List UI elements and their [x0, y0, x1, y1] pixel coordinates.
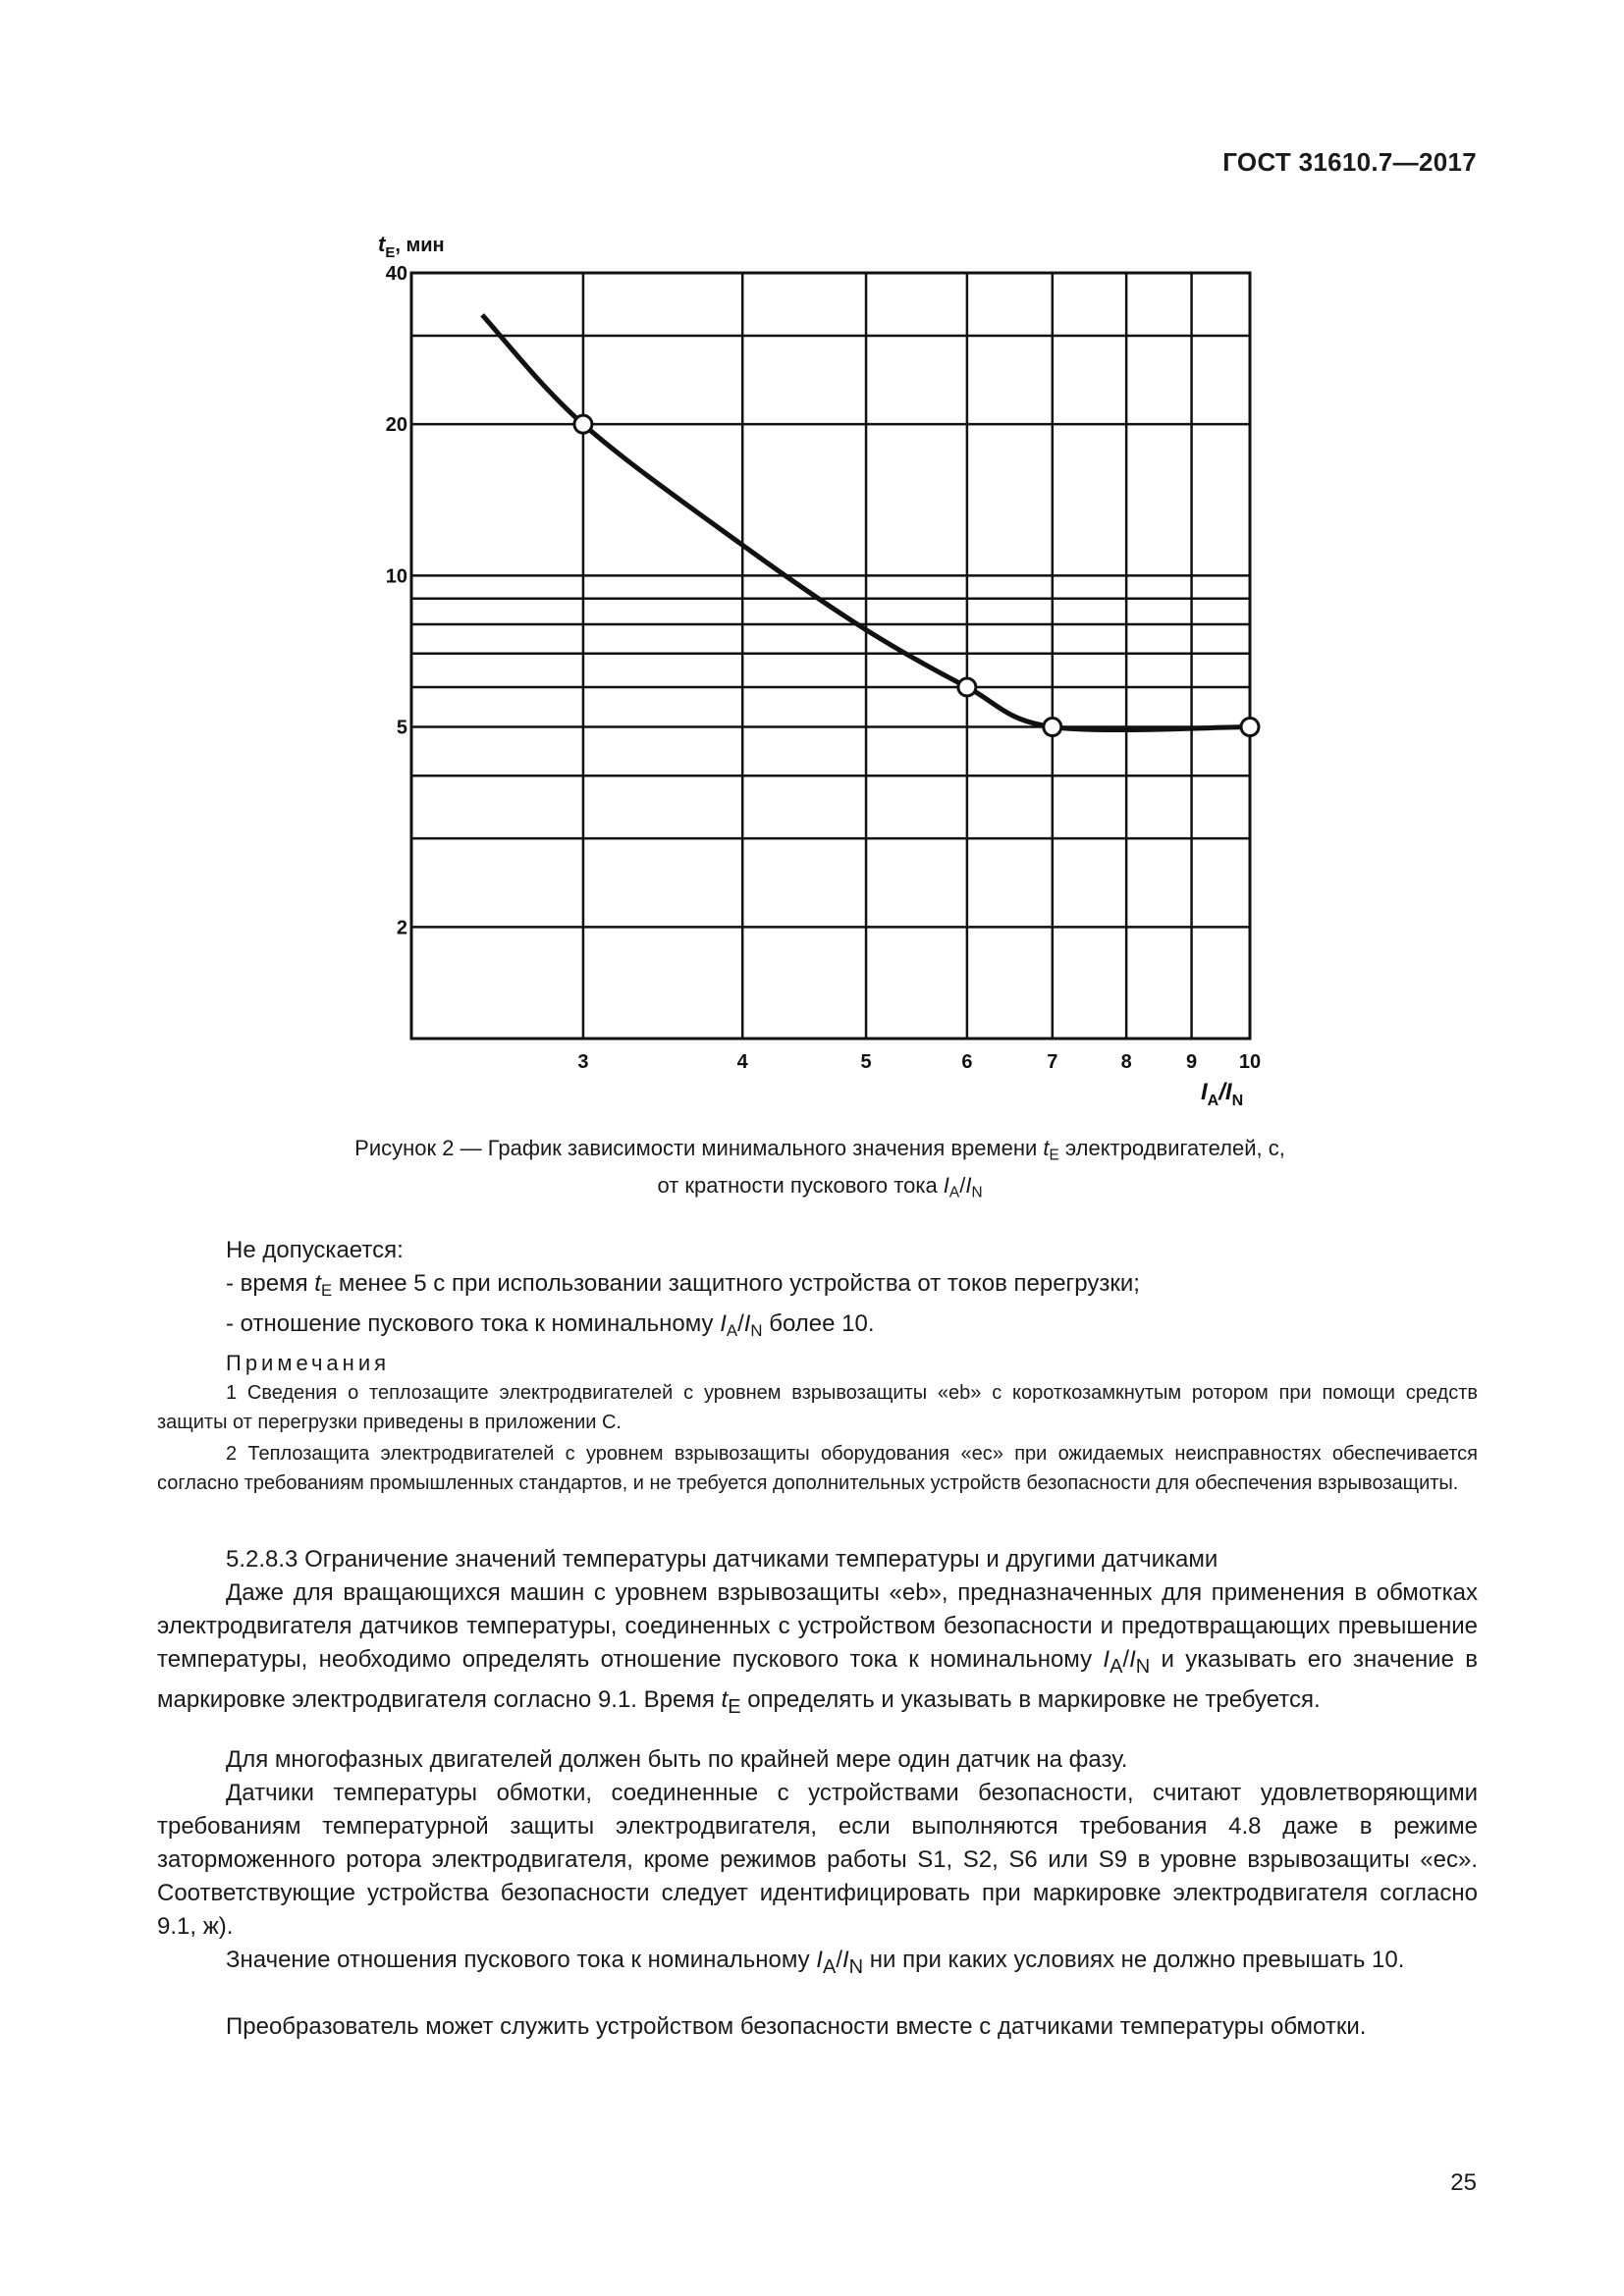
- data-point-marker: [958, 678, 976, 696]
- restrictions-title: Не допускается:: [226, 1237, 404, 1263]
- x-tick-label-4: 4: [736, 1051, 748, 1073]
- y-tick-label-40: 40: [385, 263, 407, 285]
- x-tick-label-3: 3: [577, 1051, 589, 1073]
- section-paragraph-5: Преобразователь может служить устройством безопасности вместе с датчиками температуры обмотки.: [226, 2013, 1367, 2040]
- section-paragraph-1: Даже для вращающихся машин с уровнем взрывозащиты «eb», предназначенных для применения в обмотках электродвигателя датчиков температуры, соединенных с устройством безопасности и предотвращающих превышение температуры, необходимо определять отношение пускового тока к номинальному $I_A/I_N$ и указывать его значение в маркировке электродвигателя согласно 9.1. Время $t_E$ определять и указывать в маркировке не требуется.: [157, 1579, 1479, 1718]
- y-axis-label: $t_E$, мин: [378, 232, 445, 261]
- restrictions-block: [226, 1234, 1478, 1348]
- page-number: 25: [1450, 2169, 1477, 2196]
- data-point-marker: [1241, 719, 1259, 736]
- figure-caption-line-1: Рисунок 2 — График зависимости минимального значения времени $t_E$ электродвигателей, с,: [354, 1136, 1285, 1164]
- chart-axis-labels: [378, 232, 1261, 1109]
- x-axis-label: $I_A/I_N$: [1201, 1079, 1244, 1109]
- data-point-marker: [1044, 719, 1061, 736]
- x-tick-label-7: 7: [1047, 1051, 1058, 1073]
- note-2: 2 Теплозащита электродвигателей с уровнем взрывозащиты оборудования «ес» при ожидаемых неисправностях обеспечивается согласно требованиям промышленных стандартов, и не требуется дополнительных устройств безопасности для обеспечения взрывозащиты.: [157, 1443, 1478, 1494]
- x-tick-label-5: 5: [860, 1051, 872, 1073]
- plot-frame: [411, 273, 1250, 1039]
- restriction-item-2: - отношение пускового тока к номинальному $I_A/I_N$ более 10.: [226, 1310, 875, 1341]
- notes-title: Примечания: [226, 1351, 391, 1375]
- section-paragraph-2: Для многофазных двигателей должен быть по крайней мере один датчик на фазу.: [226, 1746, 1128, 1773]
- note-1: 1 Сведения о теплозащите электродвигателей с уровнем взрывозащиты «eb» с короткозамкнутым ротором при помощи средств защиты от перегрузки приведены в приложении С.: [157, 1382, 1478, 1433]
- section-paragraph-3: Датчики температуры обмотки, соединенные с устройствами безопасности, считают удовлетворяющими требованиям температурной защиты электродвигателя, если выполняются требования 4.8 даже в режиме заторможенного ротора электродвигателя, кроме режимов работы S1, S2, S6 или S9 в уровне взрывозащиты «ес». Соответствующие устройства безопасности следует идентифицировать при маркировке электродвигателя согласно 9.1, ж).: [157, 1780, 1478, 1940]
- chart-grid: [411, 273, 1250, 1039]
- section-heading: 5.2.8.3 Ограничение значений температуры датчиками температуры и другими датчиками: [226, 1546, 1218, 1573]
- x-tick-label-8: 8: [1120, 1051, 1132, 1073]
- figure-caption: [157, 1134, 1483, 1207]
- restriction-item-1: - время $t_E$ менее 5 с при использовании защитного устройства от токов перегрузки;: [226, 1270, 1140, 1301]
- y-tick-label-20: 20: [385, 414, 407, 437]
- section-paragraph-4: Значение отношения пускового тока к номинальному $I_A/I_N$ ни при каких условиях не должно превышать 10.: [226, 1947, 1405, 1978]
- figure-chart: [0, 0, 1624, 1139]
- document-header: ГОСТ 31610.7—2017: [1222, 147, 1477, 177]
- y-tick-label-2: 2: [396, 917, 407, 939]
- x-tick-label-9: 9: [1186, 1051, 1198, 1073]
- x-tick-label-6: 6: [961, 1051, 973, 1073]
- figure-caption-line-2: от кратности пускового тока $I_A/I_N$: [657, 1172, 983, 1201]
- data-point-marker: [574, 415, 592, 433]
- y-tick-label-10: 10: [385, 565, 407, 588]
- y-tick-label-5: 5: [396, 717, 407, 739]
- x-tick-label-10: 10: [1238, 1051, 1262, 1073]
